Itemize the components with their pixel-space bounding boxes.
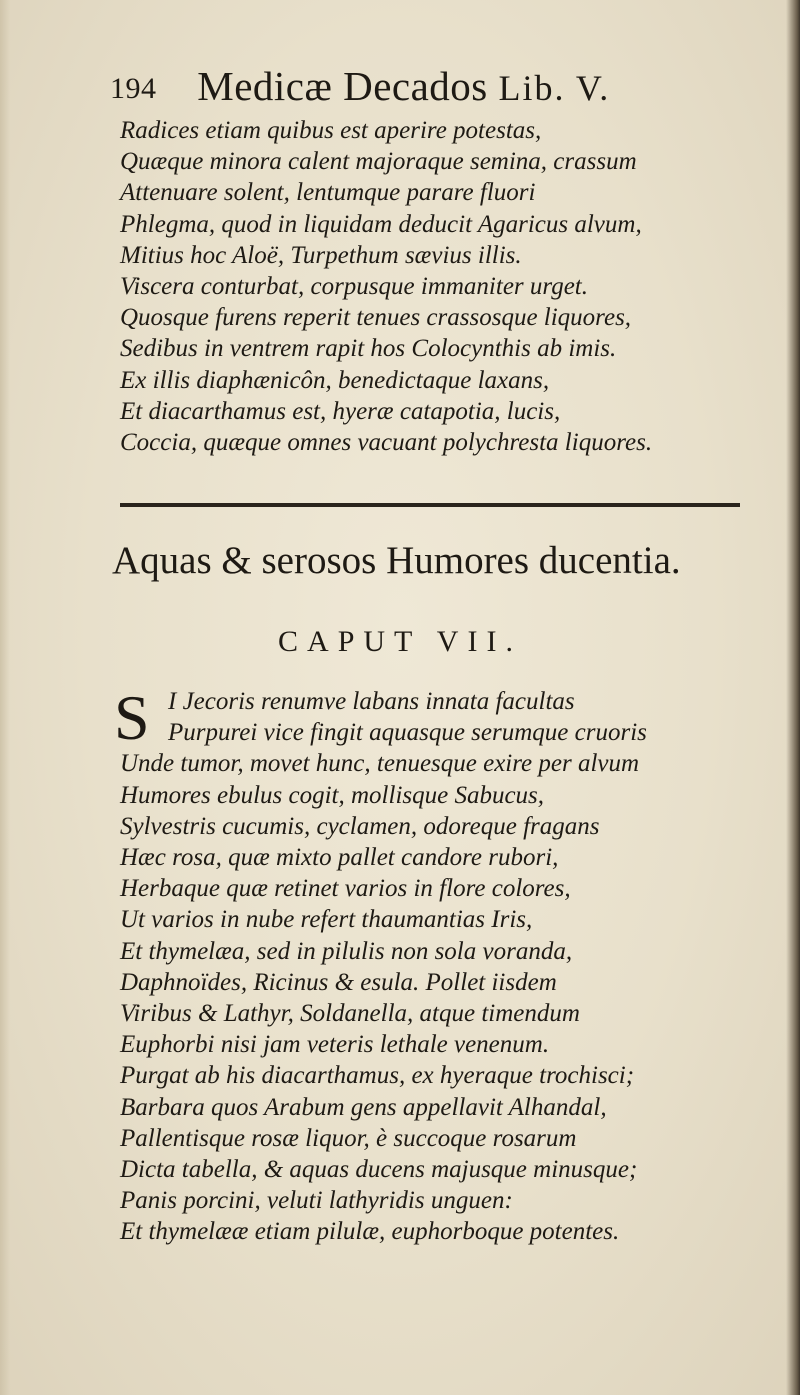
verse-line: Et thymelææ etiam pilulæ, euphorboque potentes. [120,1218,620,1246]
drop-cap: S [114,682,150,753]
verse-line: Ut varios in nube refert thaumantias Iris, [120,906,533,934]
page-left-edge [0,0,10,1395]
page-number: 194 [110,72,157,105]
verse-line: Et thymelæa, sed in pilulis non sola voranda, [120,937,573,965]
running-title: Medicæ Decados [197,63,488,109]
verse-line: Sylvestris cucumis, cyclamen, odoreque fragans [120,812,600,840]
verse-line: Panis porcini, veluti lathyridis unguen: [120,1187,513,1215]
verse-line: Humores ebulus cogit, mollisque Sabucus, [120,781,545,809]
verse-line: Quosque furens reperit tenues crassosque liquores, [120,304,632,332]
verse-line: Sedibus in ventrem rapit hos Colocynthis ab imis. [120,335,617,363]
verse-line: Attenuare solent, lentumque parare fluori [120,179,536,207]
verse-block-bottom [120,686,647,1248]
section-rule [120,503,740,507]
book-number: Lib. V. [498,68,611,108]
verse-line: Ex illis diaphænicôn, benedictaque laxans, [120,366,550,394]
verse-line: Radices etiam quibus est aperire potestas, [120,117,542,144]
verse-block-top [120,115,652,458]
verse-line: Hæc rosa, quæ mixto pallet candore rubori, [120,844,559,872]
verse-line: Dicta tabella, & aquas ducens majusque minusque; [120,1156,638,1184]
verse-line: Phlegma, quod in liquidam deducit Agaricus alvum, [120,210,642,238]
verse-line: Pallentisque rosæ liquor, è succoque rosarum [120,1124,577,1152]
verse-line: Herbaque quæ retinet varios in flore colores, [120,875,571,903]
chapter-heading: CAPUT VII. [278,625,522,658]
section-title: Aquas & serosos Humores ducentia. [112,539,681,582]
verse-line: Daphnoïdes, Ricinus & esula. Pollet iisdem [120,968,557,996]
running-head [110,62,710,112]
verse-line: Viribus & Lathyr, Soldanella, atque timendum [120,1000,580,1028]
verse-line: I Jecoris renumve labans innata facultas [168,688,575,715]
verse-line: Coccia, quæque omnes vacuant polychresta liquores. [120,429,653,457]
verse-line: Unde tumor, movet hunc, tenuesque exire per alvum [120,750,640,778]
verse-line: Barbara quos Arabum gens appellavit Alhandal, [120,1093,607,1121]
verse-line: Purgat ab his diacarthamus, ex hyeraque trochisci; [120,1062,635,1090]
page-right-edge [786,0,800,1395]
verse-line: Et diacarthamus est, hyeræ catapotia, lucis, [120,397,561,425]
verse-line: Purpurei vice fingit aquasque serumque cruoris [168,719,647,747]
verse-line: Quæque minora calent majoraque semina, crassum [120,148,637,176]
verse-line: Viscera conturbat, corpusque immaniter urget. [120,273,588,301]
verse-line: Mitius hoc Aloë, Turpethum sævius illis. [120,241,522,269]
verse-line: Euphorbi nisi jam veteris lethale venenum. [120,1031,550,1059]
